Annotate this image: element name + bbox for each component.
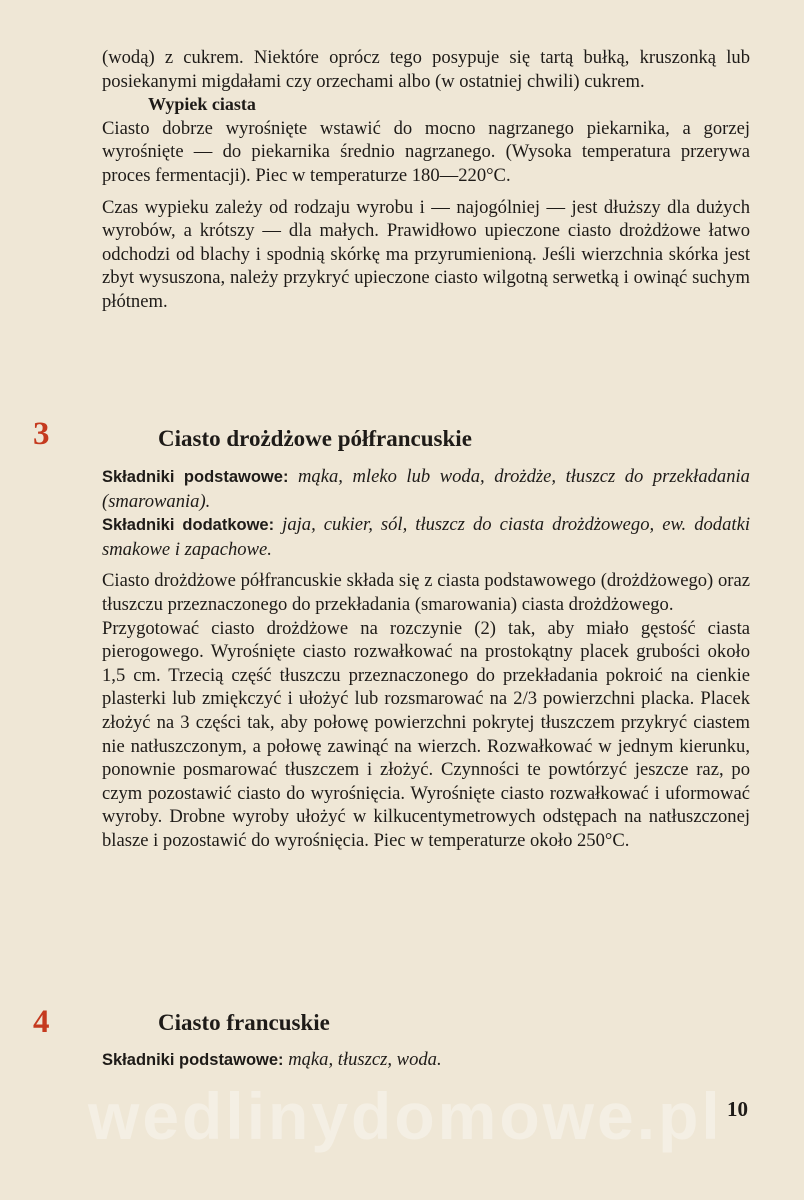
section-4-title: Ciasto francuskie <box>158 1010 330 1035</box>
basic-ingredients-list: mąka, tłuszcz, woda. <box>288 1049 442 1070</box>
section-4-number: 4 <box>33 1004 50 1040</box>
watermark: wedlinydomowe.pl <box>88 1079 723 1153</box>
section-3-basic-ingredients <box>102 465 750 513</box>
section-4-body <box>102 1048 750 1073</box>
extra-ingredients-list: jaja, cukier, sól, tłuszcz do ciasta drożdżowego, ew. dodatki smakowe i zapachowe. <box>102 514 750 560</box>
basic-ingredients-label: Składniki podstawowe: <box>102 1051 284 1069</box>
section-3-title: Ciasto drożdżowe półfrancuskie <box>158 426 472 451</box>
baking-subheading: Wypiek ciasta <box>148 94 256 115</box>
section-3-paragraph-2: Przygotować ciasto drożdżowe na rozczynie (2) tak, aby miało gęstość ciasta pierogowego. Wyrośnięte ciasto rozwałkować na prostokątny placek grubości około 1,5 cm. Trzecią część tłuszczu przeznaczonego do przekładania pokroić na cienkie plasterki lub zmiękczyć i ułożyć lub rozsmarować na 2/3 powierzchni placka. Placek złożyć na 3 części tak, aby połowę powierzchni pokrytej tłuszczem przykryć ciastem nie natłuszczonym, a połowę zawinąć na wierzch. Rozwałkować w jednym kierunku, ponownie posmarować tłuszczem i złożyć. Czynności te powtórzyć jeszcze raz, po czym pozostawić ciasto do wyrośnięcia. Wyrośnięte ciasto rozwałkować i uformować wyroby. Drobne wyroby ułożyć w kilkucentymetrowych odstępach na natłuszczonej blasze i pozostawić do wyrośnięcia. Piec w temperaturze około 250°C. <box>102 617 750 851</box>
intro-block <box>102 46 750 314</box>
basic-ingredients-list: mąka, mleko lub woda, drożdże, tłuszcz do przekładania (smarowania). <box>102 466 750 512</box>
baking-paragraph-1: Ciasto dobrze wyrośnięte wstawić do mocno nagrzanego piekarnika, a gorzej wyrośnięte — do piekarnika średnio nagrzanego. (Wysoka temperatura przerywa proces fermentacji). Piec w temperaturze 180—220°C. <box>102 117 750 186</box>
section-3-number: 3 <box>33 416 50 452</box>
section-4-basic-ingredients <box>102 1048 750 1073</box>
page-number: 10 <box>727 1097 748 1121</box>
baking-paragraph-2: Czas wypieku zależy od rodzaju wyrobu i — najogólniej — jest dłuższy dla dużych wyrobów, a krótszy — dla małych. Prawidłowo upieczone ciasto drożdżowe łatwo odchodzi od blachy i spodnią skórkę ma przyrumienioną. Jeśli wierzchnia skórka jest zbyt wysuszona, należy przykryć upieczone ciasto wilgotną serwetką i owinąć suchym płótnem. <box>102 196 750 312</box>
section-3-body <box>102 465 750 853</box>
section-3-paragraph-1: Ciasto drożdżowe półfrancuskie składa się z ciasta podstawowego (drożdżowego) oraz tłuszczu przeznaczonego do przekładania (smarowania) ciasta drożdżowego. <box>102 570 750 615</box>
basic-ingredients-label: Składniki podstawowe: <box>102 468 289 486</box>
intro-paragraph: (wodą) z cukrem. Niektóre oprócz tego posypuje się tartą bułką, kruszonką lub posiekanymi migdałami czy orzechami albo (w ostatniej chwili) cukrem. <box>102 47 750 92</box>
section-3-extra-ingredients <box>102 513 750 561</box>
extra-ingredients-label: Składniki dodatkowe: <box>102 516 275 535</box>
